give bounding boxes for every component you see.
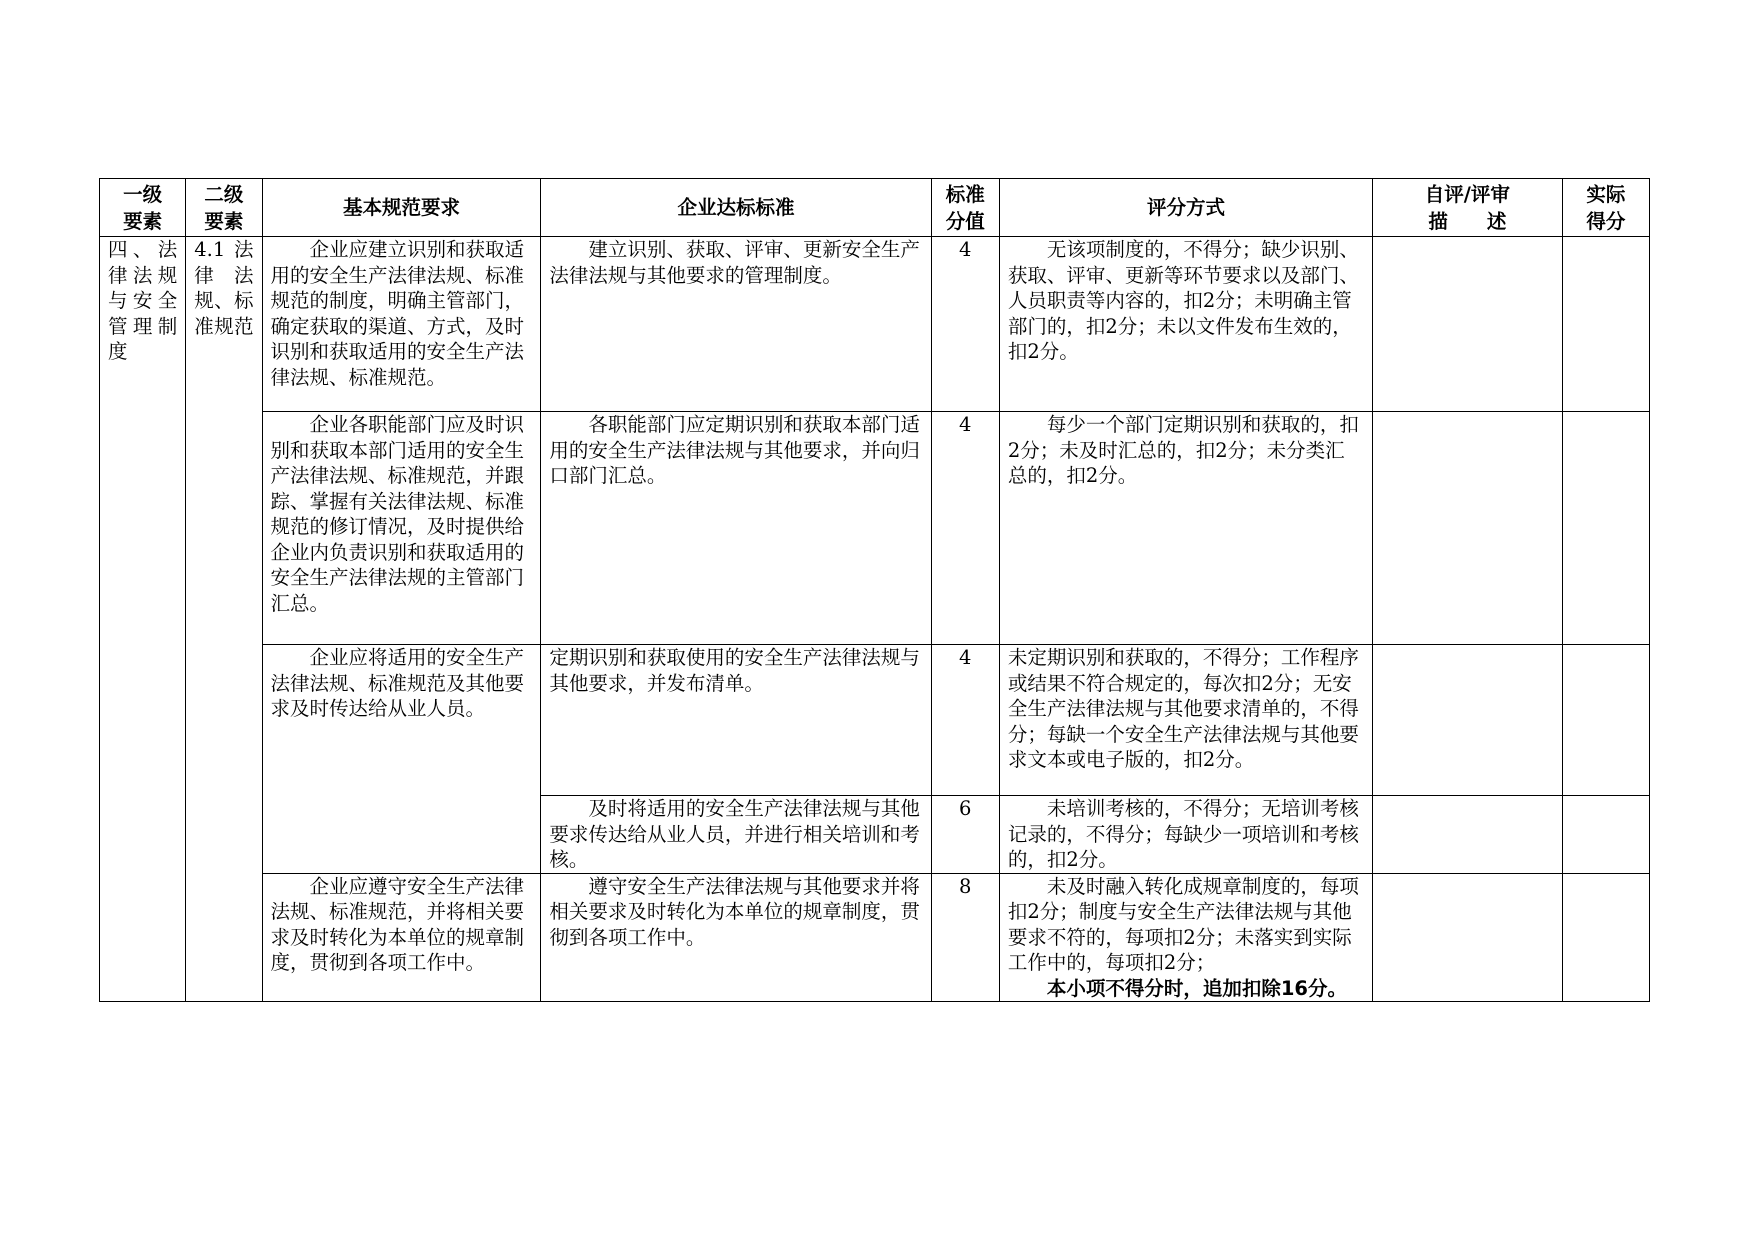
self-eval-cell[interactable] [1373,873,1563,1002]
requirement-cell: 企业各职能部门应及时识别和获取本部门适用的安全生产法律法规、标准规范，并跟踪、掌握有关法律法规、标准规范的修订情况，及时提供给企业内负责识别和获取适用的安全生产法律法规的主管部门汇总。 [262,412,541,645]
table-row [100,873,1650,1002]
requirement-cell: 企业应遵守安全生产法律法规、标准规范，并将相关要求及时转化为本单位的规章制度，贯彻到各项工作中。 [262,873,541,1002]
standard-cell: 定期识别和获取使用的安全生产法律法规与其他要求，并发布清单。 [541,645,931,796]
header-self-eval: 自评/评审 描 述 [1373,179,1563,237]
level1-element: 四、法律法规与安全管理制度 [100,237,186,1002]
score-cell: 8 [931,873,999,1002]
self-eval-cell[interactable] [1373,412,1563,645]
method-cell [999,873,1372,1002]
standard-cell: 遵守安全生产法律法规与其他要求并将相关要求及时转化为本单位的规章制度，贯彻到各项工作中。 [541,873,931,1002]
requirement-cell: 企业应将适用的安全生产法律法规、标准规范及其他要求及时传达给从业人员。 [262,645,541,874]
method-note: 本小项不得分时，追加扣除16分。 [1046,976,1347,1000]
method-cell: 无该项制度的，不得分；缺少识别、获取、评审、更新等环节要求以及部门、人员职责等内容的，扣2分；未明确主管部门的，扣2分；未以文件发布生效的，扣2分。 [999,237,1372,412]
level2-element: 4.1 法律法规、标准规范 [186,237,262,1002]
table-row [100,412,1650,645]
evaluation-table [99,178,1650,1002]
table-row [100,645,1650,796]
requirement-cell: 企业应建立识别和获取适用的安全生产法律法规、标准规范的制度，明确主管部门，确定获取的渠道、方式，及时识别和获取适用的安全生产法律法规、标准规范。 [262,237,541,412]
actual-score-cell[interactable] [1562,873,1649,1002]
header-score: 标准 分值 [931,179,999,237]
header-method: 评分方式 [999,179,1372,237]
score-cell: 6 [931,796,999,874]
standard-cell: 建立识别、获取、评审、更新安全生产法律法规与其他要求的管理制度。 [541,237,931,412]
actual-score-cell[interactable] [1562,645,1649,796]
score-cell: 4 [931,412,999,645]
method-cell: 每少一个部门定期识别和获取的，扣2分；未及时汇总的，扣2分；未分类汇总的，扣2分。 [999,412,1372,645]
method-text: 未及时融入转化成规章制度的，每项扣2分；制度与安全生产法律法规与其他要求不符的，每项扣2分；未落实到实际工作中的，每项扣2分； [1007,874,1359,974]
method-cell: 未定期识别和获取的，不得分；工作程序或结果不符合规定的，每次扣2分；无安全生产法律法规与其他要求清单的，不得分；每缺一个安全生产法律法规与其他要求文本或电子版的，扣2分。 [999,645,1372,796]
self-eval-cell[interactable] [1373,237,1563,412]
method-cell: 未培训考核的，不得分；无培训考核记录的，不得分；每缺少一项培训和考核的，扣2分。 [999,796,1372,874]
standard-cell: 各职能部门应定期识别和获取本部门适用的安全生产法律法规与其他要求，并向归口部门汇总。 [541,412,931,645]
header-level1: 一级 要素 [100,179,186,237]
actual-score-cell[interactable] [1562,412,1649,645]
score-cell: 4 [931,645,999,796]
actual-score-cell[interactable] [1562,237,1649,412]
header-standard: 企业达标标准 [541,179,931,237]
header-row [100,179,1650,237]
standard-cell: 及时将适用的安全生产法律法规与其他要求传达给从业人员，并进行相关培训和考核。 [541,796,931,874]
actual-score-cell[interactable] [1562,796,1649,874]
header-level2: 二级 要素 [186,179,262,237]
self-eval-cell[interactable] [1373,645,1563,796]
header-requirement: 基本规范要求 [262,179,541,237]
self-eval-cell[interactable] [1373,796,1563,874]
table-row [100,237,1650,412]
score-cell: 4 [931,237,999,412]
header-actual-score: 实际 得分 [1562,179,1649,237]
